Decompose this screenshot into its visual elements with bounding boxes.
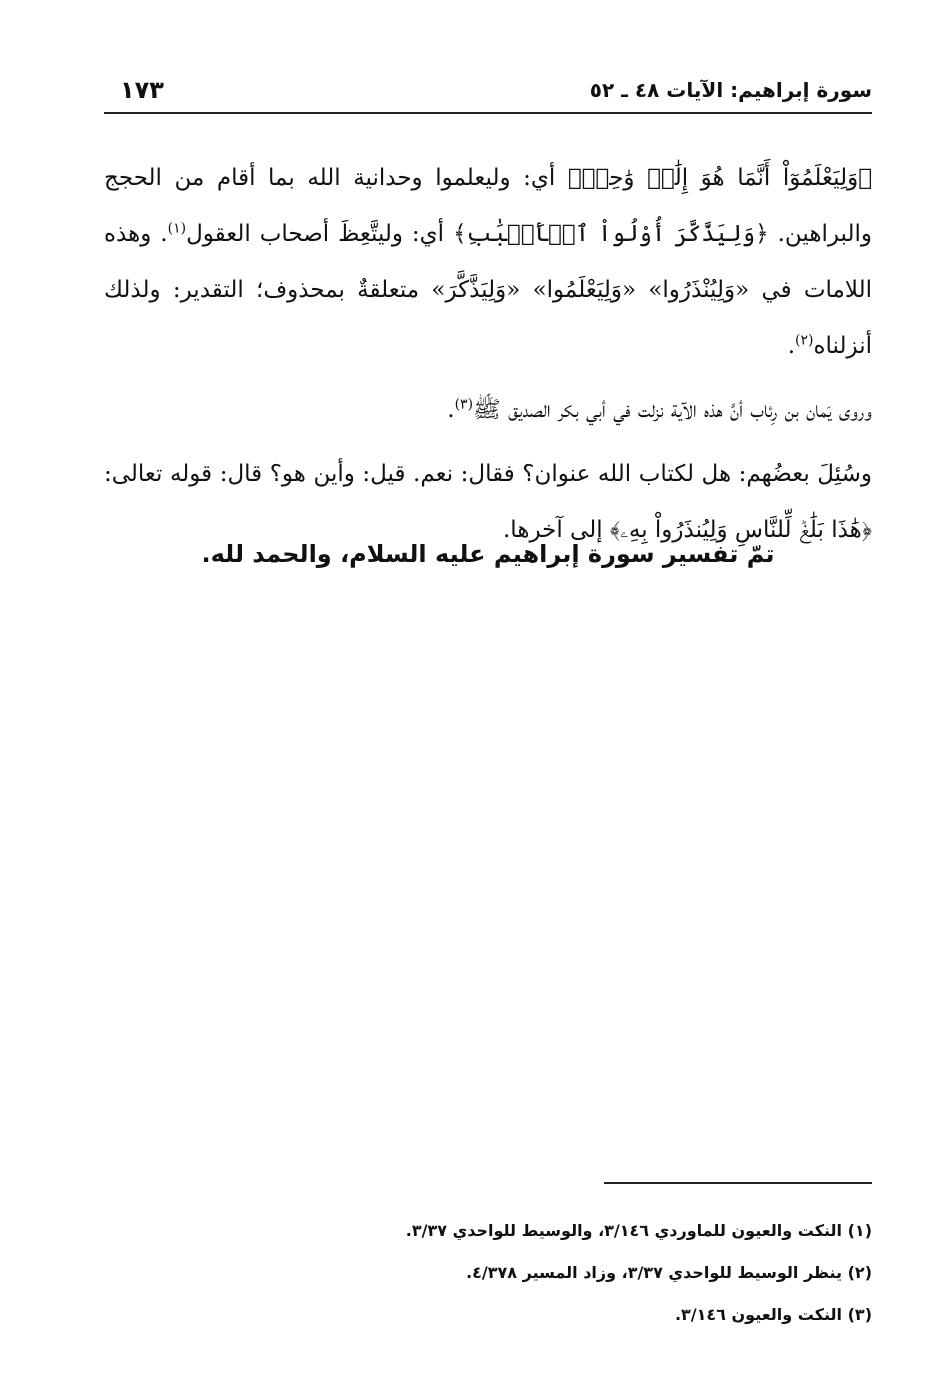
running-header: [104, 72, 872, 114]
footnote-ref-1[interactable]: (١): [167, 220, 187, 237]
text-segment: .: [447, 397, 455, 423]
footnote-1: (١) النكت والعيون للماوردي ٣/١٤٦، والوسيط للواحدي ٣/٣٧.: [405, 1221, 872, 1240]
text-segment: وسُئِلَ بعضُهم: هل لكتاب الله عنوان؟ فقال: نعم. قيل: وأين هو؟ قال: قوله تعالى:: [104, 461, 872, 487]
footnote-2: (٢) ينظر الوسيط للواحدي ٣/٣٧، وزاد المسير ٤/٣٧٨.: [466, 1263, 872, 1282]
quran-verse: ﴿هَٰذَا بَلَٰغٞ لِّلنَّاسِ وَلِيُنذَرُواْ بِهِۦ﴾: [609, 517, 872, 543]
text-segment: .: [787, 333, 796, 359]
text-segment: وروى يَمان بن رِئاب أنَّ هذه الآية نزلت في أبي بكر الصديق ﷺ: [473, 397, 872, 423]
footnote-3: (٣) النكت والعيون ٣/١٤٦.: [674, 1305, 872, 1324]
footnote-ref-3[interactable]: (٣): [454, 396, 474, 413]
paragraph-2: [104, 382, 872, 438]
footnote-ref-2[interactable]: (٢): [795, 332, 814, 349]
text-segment: أي: وليتَّعِظَ أصحاب العقول: [186, 221, 453, 247]
text-segment: . وهذه اللامات في «وَلِيُنْذَرُوا» «وَلِيَعْلَمُوا» «وَلِيَذَّكَّرَ» متعلقةٌ بمحذوف؛ التقدير: ولذلك أنزلناه: [104, 221, 872, 359]
footnotes: [104, 1210, 872, 1336]
text-segment: إلى آخرها.: [503, 517, 610, 543]
page-number: ١٧٣: [120, 76, 164, 104]
text-segment: أي: وليعلموا وحدانية الله بما أقام من الحجج والبراهين.: [104, 165, 872, 247]
quran-verse: ﴿وَلِيَذَّكَّرَ أُوْلُواْ ٱلۡأَلۡبَٰبِ﴾: [453, 221, 769, 247]
header-title: سورة إبراهيم: الآيات ٤٨ ـ ٥٢: [589, 78, 872, 102]
footnote-divider: [604, 1182, 872, 1184]
quran-verse: ﴿وَلِيَعْلَمُوٓاْ أَنَّمَا هُوَ إِلَٰهٞ وَٰحِدٞ﴾: [567, 165, 872, 191]
closing-statement: تمّ تفسير سورة إبراهيم عليه السلام، والحمد لله.: [201, 540, 775, 568]
paragraph-1: [104, 150, 872, 374]
main-text: [104, 150, 872, 566]
